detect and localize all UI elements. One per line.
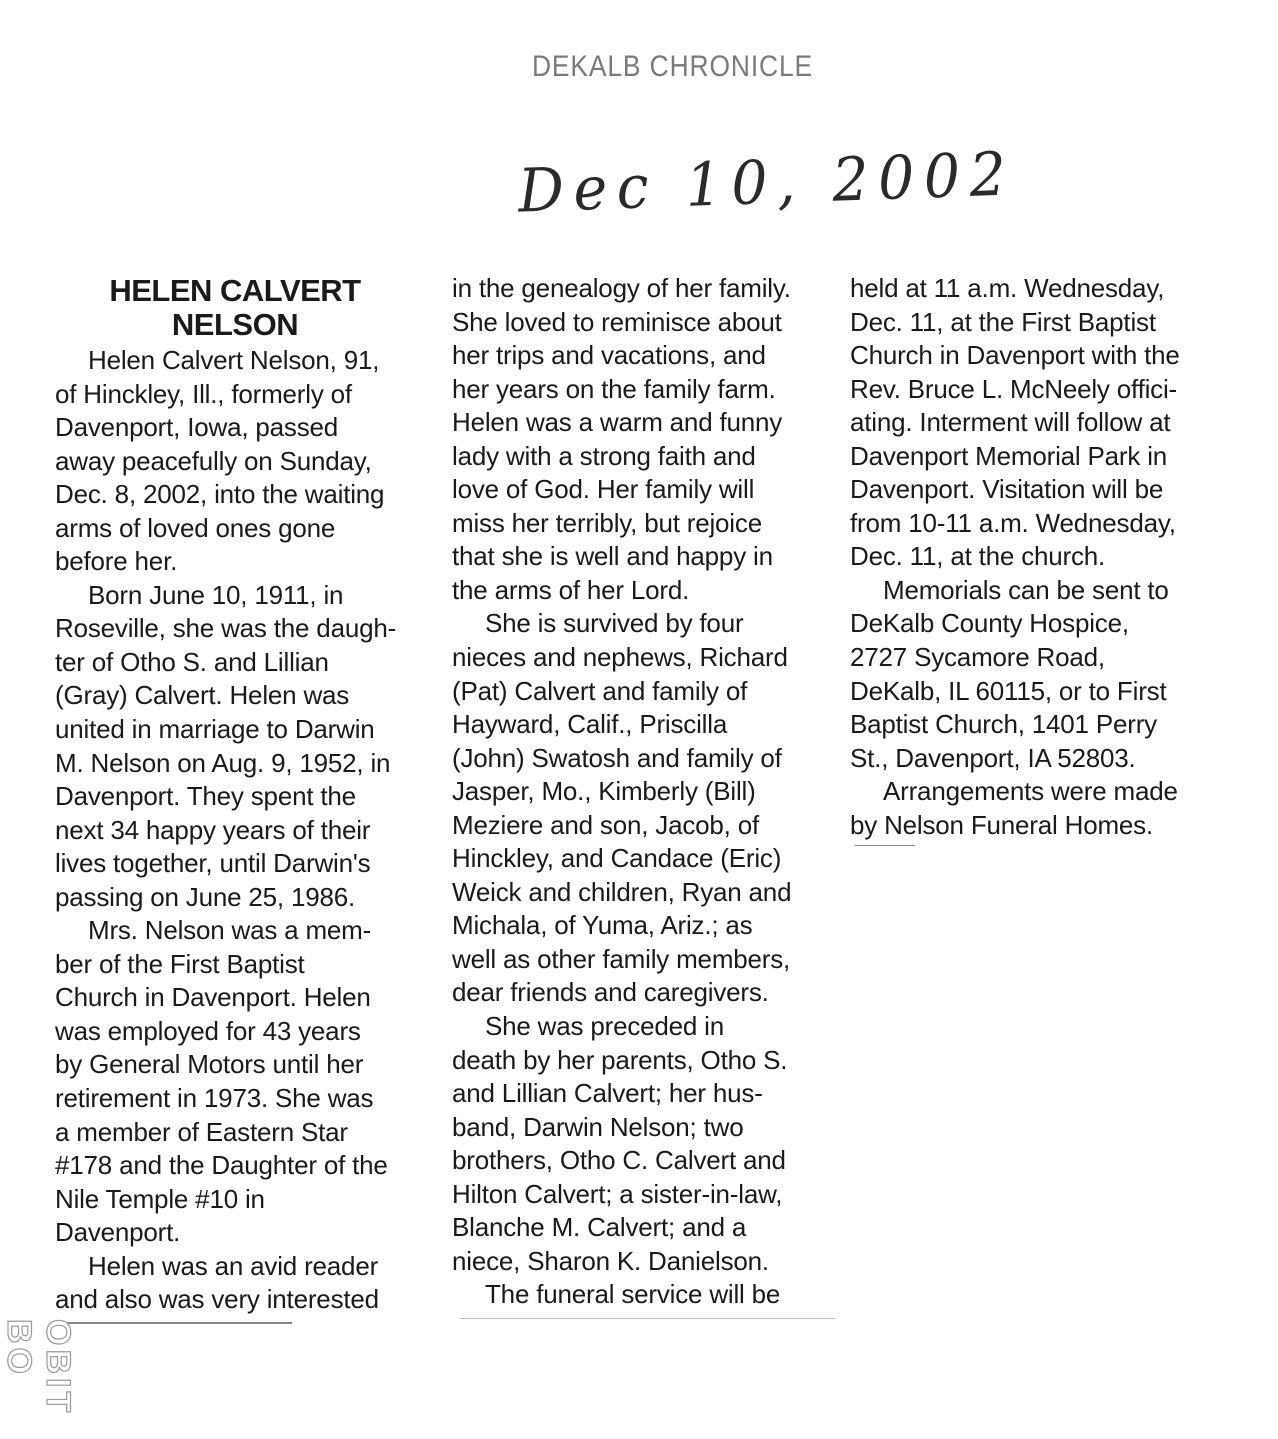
- text-line: a member of Eastern Star: [55, 1116, 348, 1147]
- text-line: from 10-11 a.m. Wednesday,: [850, 507, 1176, 538]
- text-line: lives together, until Darwin's: [55, 848, 371, 879]
- text-line: before her.: [55, 546, 178, 577]
- paragraph: [452, 607, 832, 1010]
- text-line: DeKalb County Hospice,: [850, 608, 1129, 639]
- text-line: Hayward, Calif., Priscilla: [452, 709, 728, 740]
- text-line: M. Nelson on Aug. 9, 1952, in: [55, 747, 391, 778]
- text-line: Davenport, Iowa, passed: [55, 412, 339, 443]
- paragraph: [55, 1250, 435, 1317]
- clipping-cut-line: [460, 1318, 835, 1319]
- text-line: brothers, Otho C. Calvert and: [452, 1145, 786, 1176]
- text-line: She is survived by four: [485, 608, 744, 639]
- text-line: in the genealogy of her family.: [452, 273, 791, 303]
- text-line: 2727 Sycamore Road,: [850, 642, 1105, 673]
- paragraph: [850, 574, 1230, 775]
- paragraph: [452, 1010, 832, 1278]
- text-line: retirement in 1973. She was: [55, 1083, 374, 1114]
- paragraph: [850, 775, 1230, 842]
- text-line: miss her terribly, but rejoice: [452, 507, 762, 538]
- text-line: ber of the First Baptist: [55, 948, 305, 979]
- text-line: Helen was an avid reader: [88, 1250, 379, 1281]
- text-line: Born June 10, 1911, in: [88, 579, 344, 610]
- text-line: #178 and the Daughter of the: [55, 1150, 388, 1181]
- text-line: of Hinckley, Ill., formerly of: [55, 378, 352, 409]
- text-line: death by her parents, Otho S.: [452, 1044, 788, 1075]
- text-line: dear friends and caregivers.: [452, 977, 769, 1008]
- text-line: united in marriage to Darwin: [55, 714, 375, 745]
- text-line: (John) Swatosh and family of: [452, 742, 782, 773]
- paragraph: [452, 1278, 832, 1312]
- text-line: Helen was a warm and funny: [452, 407, 783, 438]
- text-line: Dec. 8, 2002, into the waiting: [55, 479, 385, 510]
- text-line: Weick and children, Ryan and: [452, 876, 792, 907]
- text-line: and Lillian Calvert; her hus-: [452, 1078, 763, 1109]
- text-line: by General Motors until her: [55, 1049, 364, 1080]
- paragraph: [55, 579, 435, 914]
- text-line: St., Davenport, IA 52803.: [850, 742, 1136, 773]
- text-line: and also was very interested: [55, 1284, 379, 1315]
- article-column-2: [452, 272, 832, 1312]
- text-line: Church in Davenport. Helen: [55, 982, 371, 1013]
- text-line: Davenport Memorial Park in: [850, 440, 1168, 471]
- paragraph: [55, 914, 435, 1249]
- text-line: Blanche M. Calvert; and a: [452, 1212, 747, 1243]
- article-column-1: [55, 344, 435, 1317]
- text-line: passing on June 25, 1986.: [55, 881, 356, 912]
- text-line: niece, Sharon K. Danielson.: [452, 1245, 769, 1276]
- text-line: band, Darwin Nelson; two: [452, 1111, 744, 1142]
- obit-stamp: OBIT BO: [0, 1319, 77, 1417]
- text-line: nieces and nephews, Richard: [452, 642, 788, 673]
- text-line: her years on the family farm.: [452, 373, 776, 404]
- text-line: that she is well and happy in: [452, 541, 773, 572]
- text-line: love of God. Her family will: [452, 474, 755, 505]
- headline-line: HELEN CALVERT: [109, 273, 361, 308]
- text-line: ating. Interment will follow at: [850, 407, 1171, 438]
- headline-line: NELSON: [171, 307, 299, 342]
- text-line: Davenport. They spent the: [55, 781, 356, 812]
- text-line: Hilton Calvert; a sister-in-law,: [452, 1178, 783, 1209]
- text-line: lady with a strong faith and: [452, 440, 756, 471]
- text-line: Hinckley, and Candace (Eric): [452, 843, 782, 874]
- text-line: She was preceded in: [485, 1011, 725, 1042]
- text-line: (Pat) Calvert and family of: [452, 675, 748, 706]
- article-column-3: [850, 272, 1230, 842]
- text-line: Dec. 11, at the church.: [850, 541, 1106, 572]
- text-line: Memorials can be sent to: [883, 574, 1169, 605]
- newspaper-masthead: DEKALB CHRONICLE: [531, 50, 814, 83]
- text-line: Baptist Church, 1401 Perry: [850, 709, 1157, 740]
- text-line: Davenport. Visitation will be: [850, 474, 1164, 505]
- text-line: Meziere and son, Jacob, of: [452, 809, 759, 840]
- text-line: (Gray) Calvert. Helen was: [55, 680, 350, 711]
- text-line: away peacefully on Sunday,: [55, 445, 372, 476]
- clipping-cut-line: [855, 845, 915, 846]
- handwritten-date: Dec 10, 2002: [517, 139, 1017, 227]
- text-line: Roseville, she was the daugh-: [55, 613, 397, 644]
- text-line: was employed for 43 years: [55, 1015, 361, 1046]
- text-line: Davenport.: [55, 1217, 181, 1248]
- paragraph: [452, 272, 832, 607]
- text-line: by Nelson Funeral Homes.: [850, 809, 1153, 840]
- text-line: her trips and vacations, and: [452, 340, 766, 371]
- text-line: held at 11 a.m. Wednesday,: [850, 273, 1165, 303]
- text-line: next 34 happy years of their: [55, 814, 371, 845]
- text-line: Helen Calvert Nelson, 91,: [88, 345, 380, 375]
- text-line: Mrs. Nelson was a mem-: [88, 915, 372, 946]
- obituary-headline: [55, 274, 415, 342]
- text-line: Dec. 11, at the First Baptist: [850, 306, 1156, 337]
- text-line: Rev. Bruce L. McNeely offici-: [850, 373, 1178, 404]
- paragraph: [55, 344, 435, 579]
- text-line: She loved to reminisce about: [452, 306, 782, 337]
- text-line: DeKalb, IL 60115, or to First: [850, 675, 1167, 706]
- text-line: the arms of her Lord.: [452, 574, 690, 605]
- text-line: arms of loved ones gone: [55, 512, 336, 543]
- text-line: well as other family members,: [452, 943, 791, 974]
- paragraph: [850, 272, 1230, 574]
- text-line: Nile Temple #10 in: [55, 1183, 265, 1214]
- text-line: Jasper, Mo., Kimberly (Bill): [452, 776, 756, 807]
- text-line: Church in Davenport with the: [850, 340, 1180, 371]
- text-line: Michala, of Yuma, Ariz.; as: [452, 910, 753, 941]
- text-line: Arrangements were made: [883, 776, 1178, 807]
- text-line: ter of Otho S. and Lillian: [55, 646, 329, 677]
- clipping-cut-line: [62, 1322, 292, 1324]
- text-line: The funeral service will be: [485, 1279, 781, 1310]
